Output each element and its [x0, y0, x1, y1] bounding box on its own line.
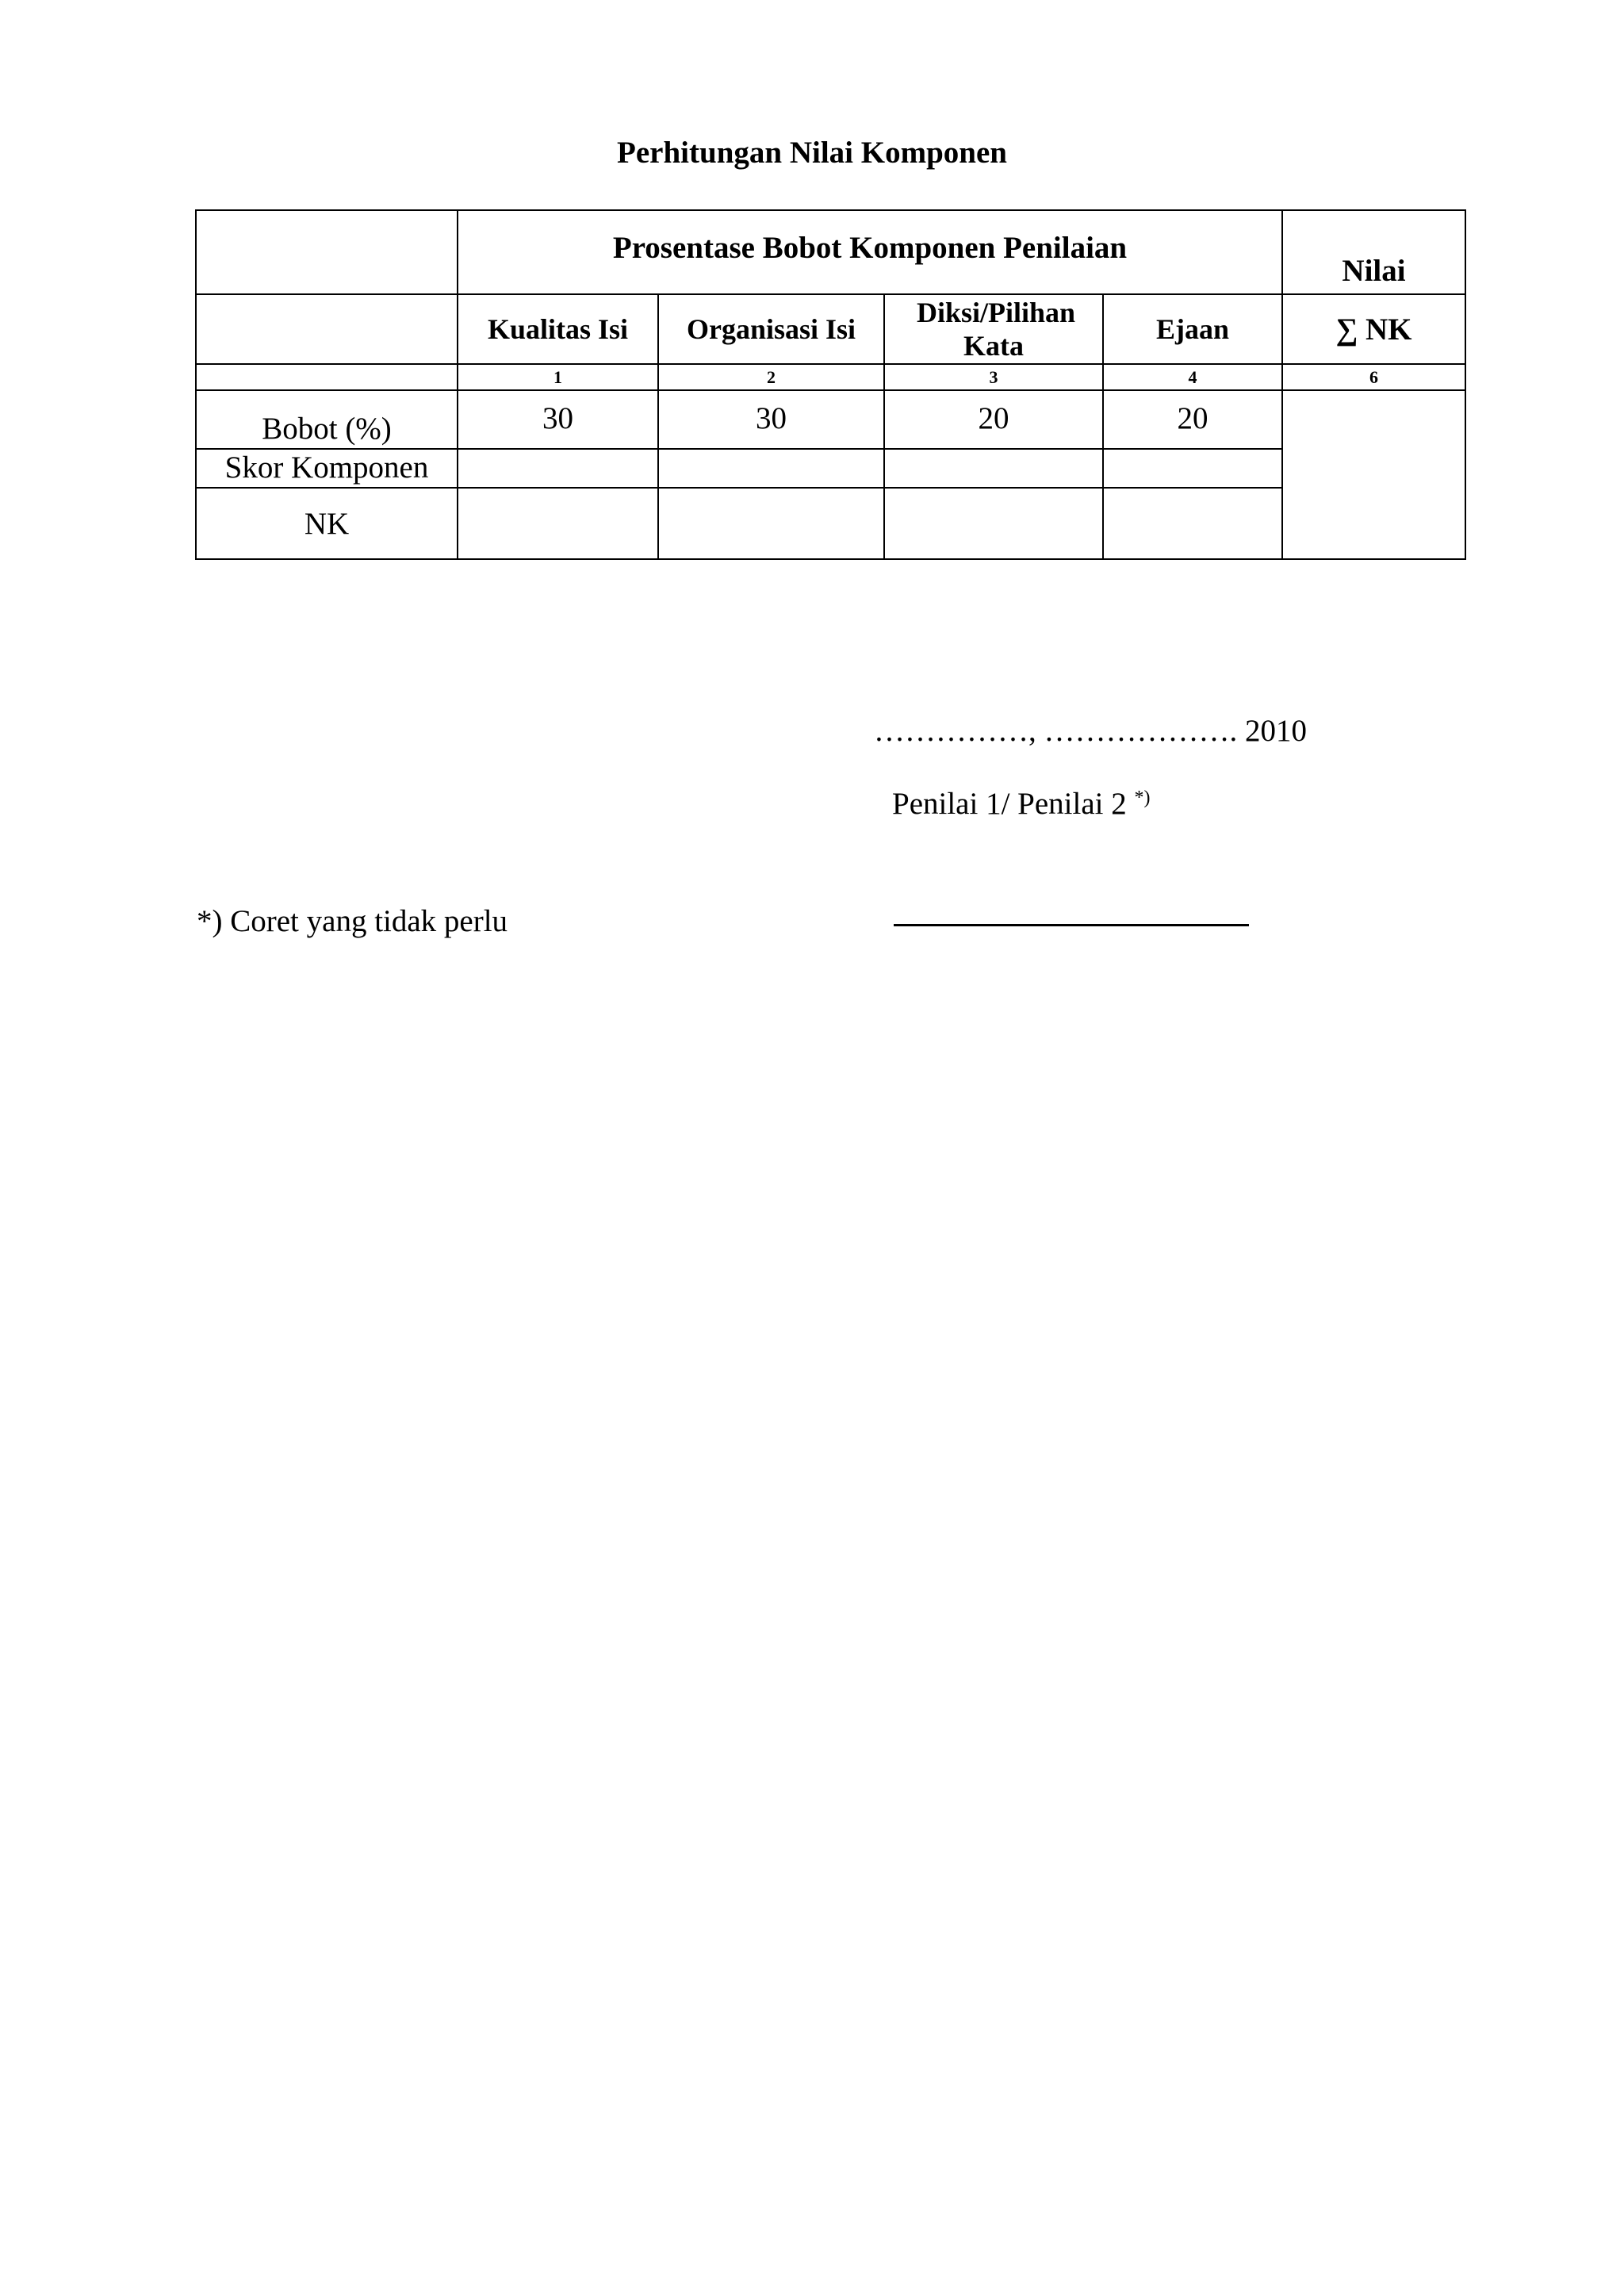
- footnote: *) Coret yang tidak perlu: [197, 904, 508, 938]
- blank-number-cell: [196, 364, 458, 390]
- bobot-value-kualitas-isi: 30: [458, 390, 658, 449]
- table-row-skor: [196, 449, 1465, 488]
- column-header-ejaan: Ejaan: [1103, 294, 1282, 364]
- nk-input-cell[interactable]: [458, 488, 658, 559]
- bobot-value-organisasi-isi: 30: [658, 390, 884, 449]
- place-date-line: ……………, ………………. 2010: [874, 714, 1307, 748]
- group-header-cell: Prosentase Bobot Komponen Penilaian: [458, 210, 1282, 294]
- nk-input-cell[interactable]: [1103, 488, 1282, 559]
- signer-text: Penilai 1/ Penilai 2: [892, 787, 1127, 821]
- column-header-diksi: Diksi/Pilihan Kata: [884, 294, 1103, 364]
- skor-input-cell[interactable]: [658, 449, 884, 488]
- signer-label: [892, 785, 1150, 823]
- blank-corner-cell: [196, 210, 458, 294]
- page-title: Perhitungan Nilai Komponen: [617, 136, 1007, 170]
- column-number-row: [196, 364, 1465, 390]
- component-score-table: [195, 209, 1466, 560]
- skor-input-cell[interactable]: [1103, 449, 1282, 488]
- column-header-kualitas-isi: Kualitas Isi: [458, 294, 658, 364]
- skor-input-cell[interactable]: [884, 449, 1103, 488]
- signer-footnote-mark: *): [1134, 788, 1151, 808]
- row-label-nk: NK: [196, 488, 458, 559]
- column-number: 1: [458, 364, 658, 390]
- row-label-bobot: Bobot (%): [196, 390, 458, 449]
- column-number: 4: [1103, 364, 1282, 390]
- sum-nk-input-cell[interactable]: [1282, 390, 1465, 559]
- skor-input-cell[interactable]: [458, 449, 658, 488]
- table-subheader-row: [196, 294, 1465, 364]
- bobot-value-ejaan: 20: [1103, 390, 1282, 449]
- table-header-row: [196, 210, 1465, 294]
- bobot-value-diksi: 20: [884, 390, 1103, 449]
- signature-line: [894, 924, 1249, 926]
- column-number: 6: [1282, 364, 1465, 390]
- column-header-sum-nk: ∑ NK: [1282, 294, 1465, 364]
- table-row-nk: [196, 488, 1465, 559]
- nk-input-cell[interactable]: [658, 488, 884, 559]
- table-row-bobot: [196, 390, 1465, 449]
- blank-label-cell: [196, 294, 458, 364]
- nk-input-cell[interactable]: [884, 488, 1103, 559]
- column-number: 2: [658, 364, 884, 390]
- nilai-header-cell: Nilai: [1282, 210, 1465, 294]
- column-number: 3: [884, 364, 1103, 390]
- column-header-organisasi-isi: Organisasi Isi: [658, 294, 884, 364]
- row-label-skor-komponen: Skor Komponen: [196, 449, 458, 488]
